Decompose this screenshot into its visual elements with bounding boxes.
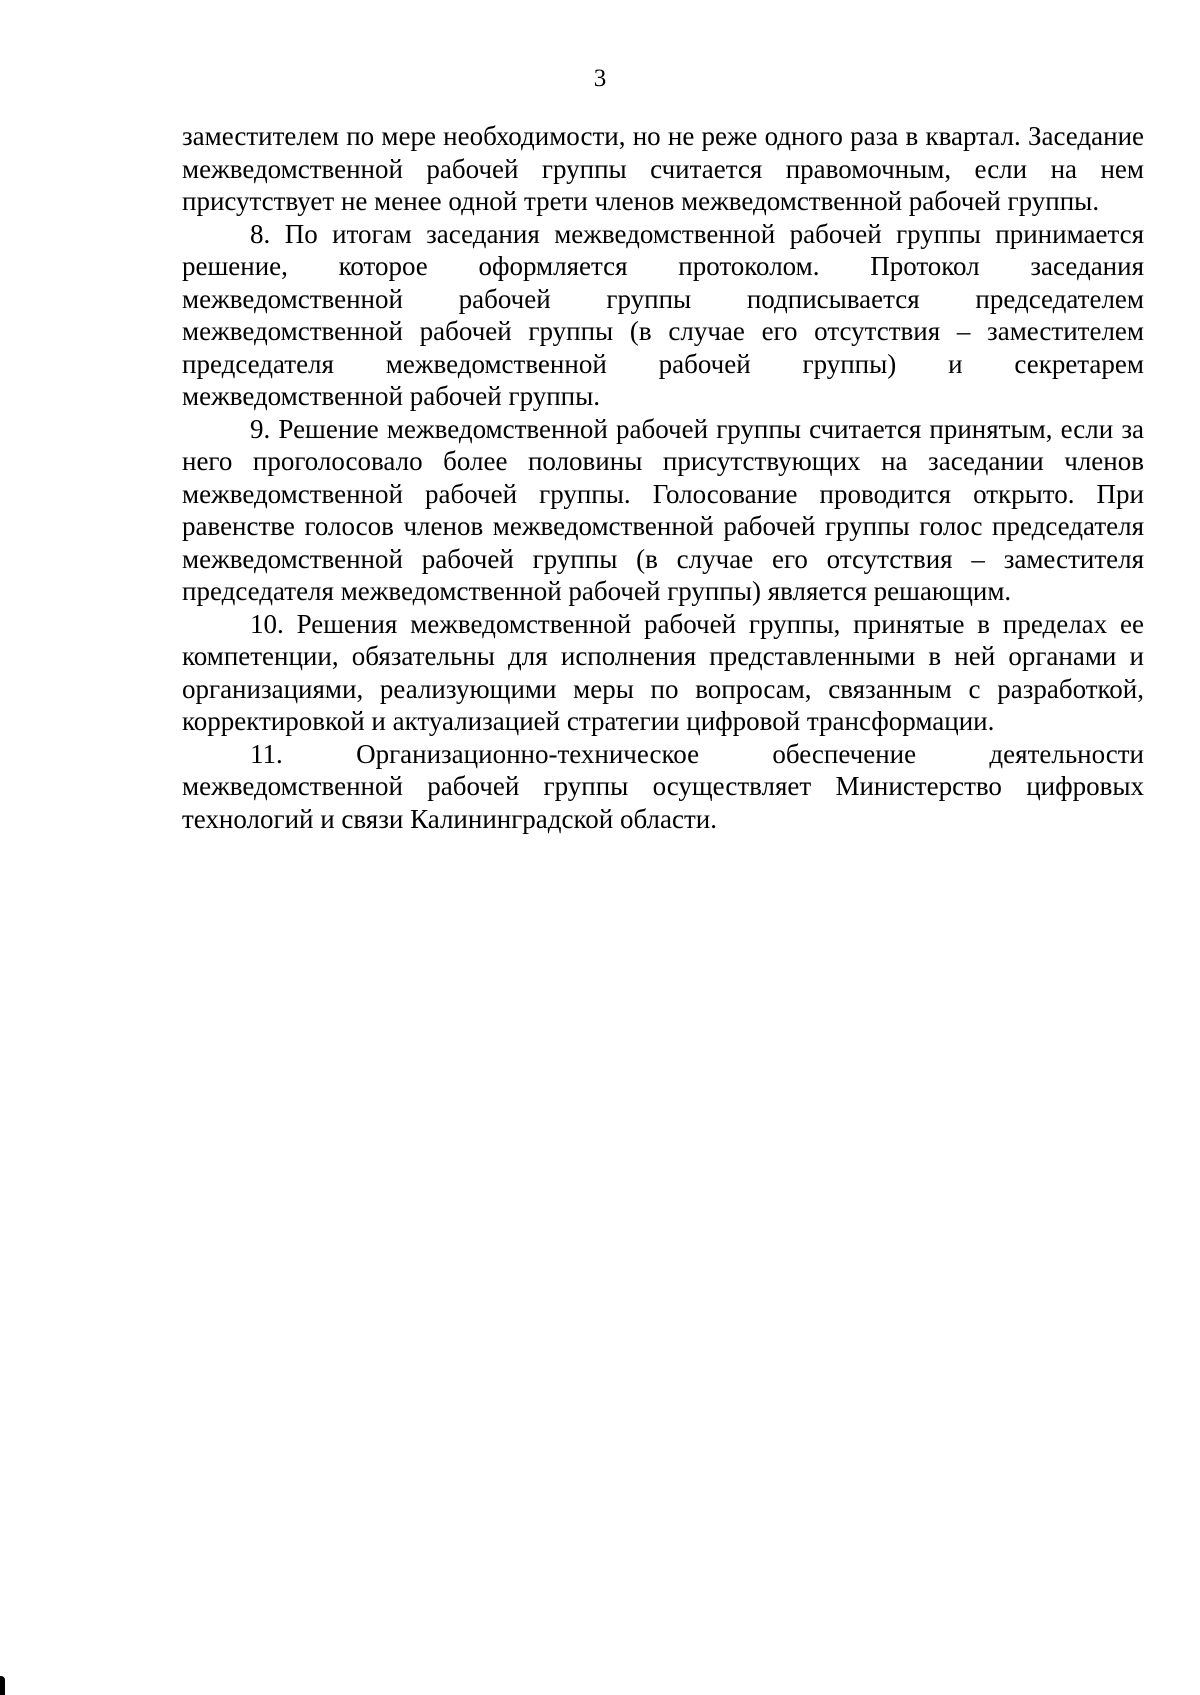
scan-edge-mark — [0, 1676, 5, 1695]
paragraph-11: 11. Организационно-техническое обеспечение деятельности межведомственной рабочей группы осуществляет Министерство цифровых технологий и связи Калининградской области. — [182, 738, 1144, 834]
page-number: 3 — [593, 65, 607, 92]
paragraph-8: 8. По итогам заседания межведомственной рабочей группы принимается решение, которое оформляется протоколом. Протокол заседания межведомственной рабочей группы подписывается председателем межведомственной рабочей группы (в случае его отсутствия – заместителем председателя межведомственной рабочей группы) и секретарем межведомственной рабочей группы. — [182, 218, 1144, 411]
paragraph-10: 10. Решения межведомственной рабочей группы, принятые в пределах ее компетенции, обязательны для исполнения представленными в ней органами и организациями, реализующими меры по вопросам, связанным с разработкой, корректировкой и актуализацией стратегии цифровой трансформации. — [182, 608, 1144, 736]
document-body — [182, 120, 1144, 835]
paragraph-continuation: заместителем по мере необходимости, но не реже одного раза в квартал. Заседание межведомственной рабочей группы считается правомочным, если на нем присутствует не менее одной трети членов межведомственной рабочей группы. — [182, 121, 1144, 216]
paragraph-9: 9. Решение межведомственной рабочей группы считается принятым, если за него проголосовало более половины присутствующих на заседании членов межведомственной рабочей группы. Голосование проводится открыто. При равенстве голосов членов межведомственной рабочей группы голос председателя межведомственной рабочей группы (в случае его отсутствия – заместителя председателя межведомственной рабочей группы) является решающим. — [182, 413, 1144, 606]
